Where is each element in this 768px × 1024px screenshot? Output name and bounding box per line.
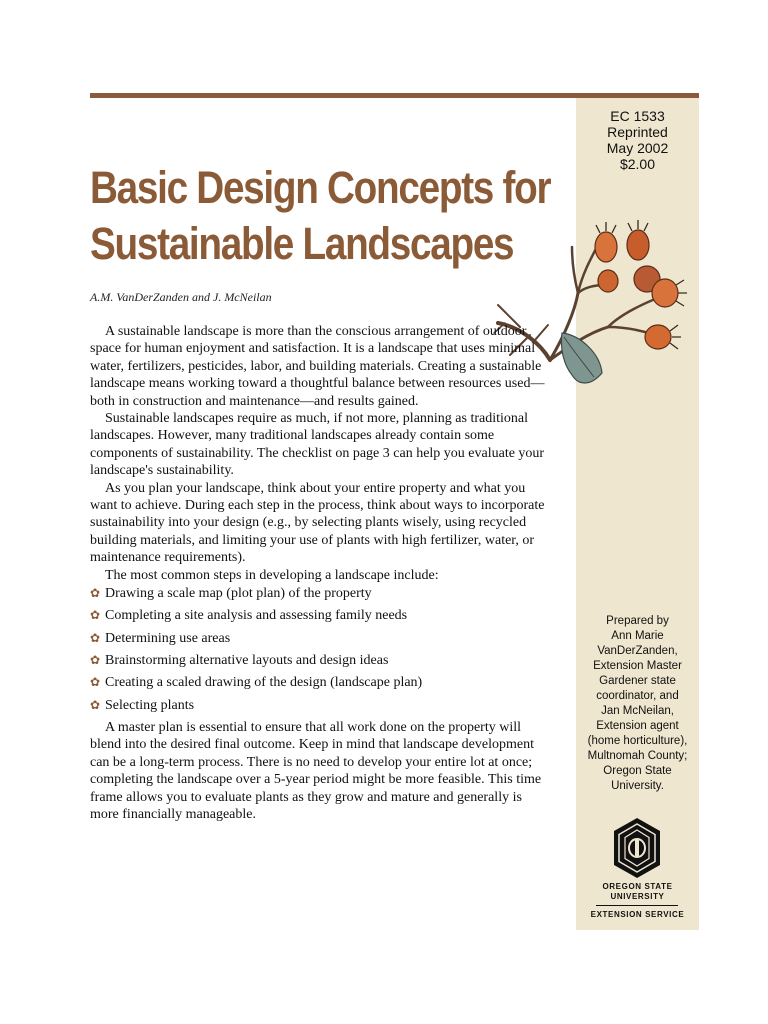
list-item <box>90 697 550 719</box>
institution-line-1: OREGON STATE <box>602 882 673 891</box>
paragraph-master-plan: A master plan is essential to ensure that all work done on the property will blend into the desired final outcome. Keep in mind that landscape development can be a long-term process. There is no need to develop your entire lot at once; completing the landscape over a 5-year period might be more feasible. This time frame allows you to evaluate plants as they grow and mature and generally is more financially manageable. <box>90 719 542 822</box>
publication-date: May 2002 <box>606 140 669 156</box>
title-line-2: Sustainable Landscapes <box>90 218 514 269</box>
body-text <box>90 323 550 823</box>
paragraph-steps-intro: The most common steps in developing a landscape include: <box>105 567 439 583</box>
list-item-text: Selecting plants <box>105 697 195 713</box>
flower-bullet-icon: ✿ <box>90 697 101 712</box>
paragraph-intro: A sustainable landscape is more than the conscious arrangement of outdoor space for human enjoyment and satisfaction. It is a landscape that uses minimal water, fertilizers, pesticides, labor, and building materials. Creating a sustainable landscape means working toward a thoughtful balance between resources used—both in construction and maintenance—and results gained. <box>90 324 545 409</box>
publication-info <box>576 108 699 172</box>
prepared-line: Extension Master <box>593 660 682 672</box>
list-item <box>90 652 550 674</box>
institution-line-2: UNIVERSITY <box>610 892 665 901</box>
extension-service: EXTENSION SERVICE <box>590 910 685 919</box>
flower-bullet-icon: ✿ <box>90 652 101 667</box>
prepared-by <box>576 614 699 794</box>
list-item-text: Drawing a scale map (plot plan) of the property <box>105 586 372 602</box>
osu-logo-icon <box>612 817 662 879</box>
page-title <box>90 160 551 272</box>
list-item <box>90 630 550 652</box>
list-item <box>90 674 550 696</box>
prepared-line: coordinator, and <box>596 690 679 702</box>
publication-number: EC 1533 <box>610 108 665 124</box>
list-item <box>90 585 550 607</box>
prepared-line: VanDerZanden, <box>597 645 678 657</box>
title-line-1: Basic Design Concepts for <box>90 162 551 213</box>
list-item <box>90 607 550 629</box>
list-item-text: Creating a scaled drawing of the design (landscape plan) <box>105 675 423 691</box>
institution-name <box>576 882 699 902</box>
divider <box>596 905 678 906</box>
flower-bullet-icon: ✿ <box>90 586 101 601</box>
prepared-line: University. <box>611 780 664 792</box>
prepared-line: (home horticulture), <box>587 735 688 747</box>
prepared-line: Jan McNeilan, <box>601 705 674 717</box>
authors: A.M. VanDerZanden and J. McNeilan <box>90 290 272 304</box>
prepared-line: Multnomah County; <box>587 750 688 762</box>
prepared-line: Oregon State <box>603 765 672 777</box>
publication-price: $2.00 <box>619 156 656 172</box>
paragraph-planning: Sustainable landscapes require as much, if not more, planning as traditional landscapes. However, many traditional landscapes already contain some components of sustainability. The checklist on page 3 can help you evaluate your landscape's sustainability. <box>90 411 545 479</box>
flower-bullet-icon: ✿ <box>90 608 101 623</box>
prepared-line: Prepared by <box>606 615 669 627</box>
list-item-text: Brainstorming alternative layouts and design ideas <box>105 652 389 668</box>
publication-status: Reprinted <box>607 124 668 140</box>
steps-list <box>90 585 550 719</box>
flower-bullet-icon: ✿ <box>90 675 101 690</box>
leaf <box>561 333 602 383</box>
prepared-line: Gardener state <box>599 675 676 687</box>
prepared-line: Extension agent <box>596 720 679 732</box>
paragraph-approach: As you plan your landscape, think about your entire property and what you want to achieve. During each step in the process, think about ways to incorporate sustainability into your design (e.g., by selecting plants wisely, using recycled building materials, and limiting your use of plants with high fertilizer, water, or maintenance requirements). <box>90 480 545 566</box>
flower-bullet-icon: ✿ <box>90 630 101 645</box>
list-item-text: Completing a site analysis and assessing family needs <box>105 608 408 624</box>
prepared-line: Ann Marie <box>611 630 664 642</box>
list-item-text: Determining use areas <box>105 630 231 646</box>
